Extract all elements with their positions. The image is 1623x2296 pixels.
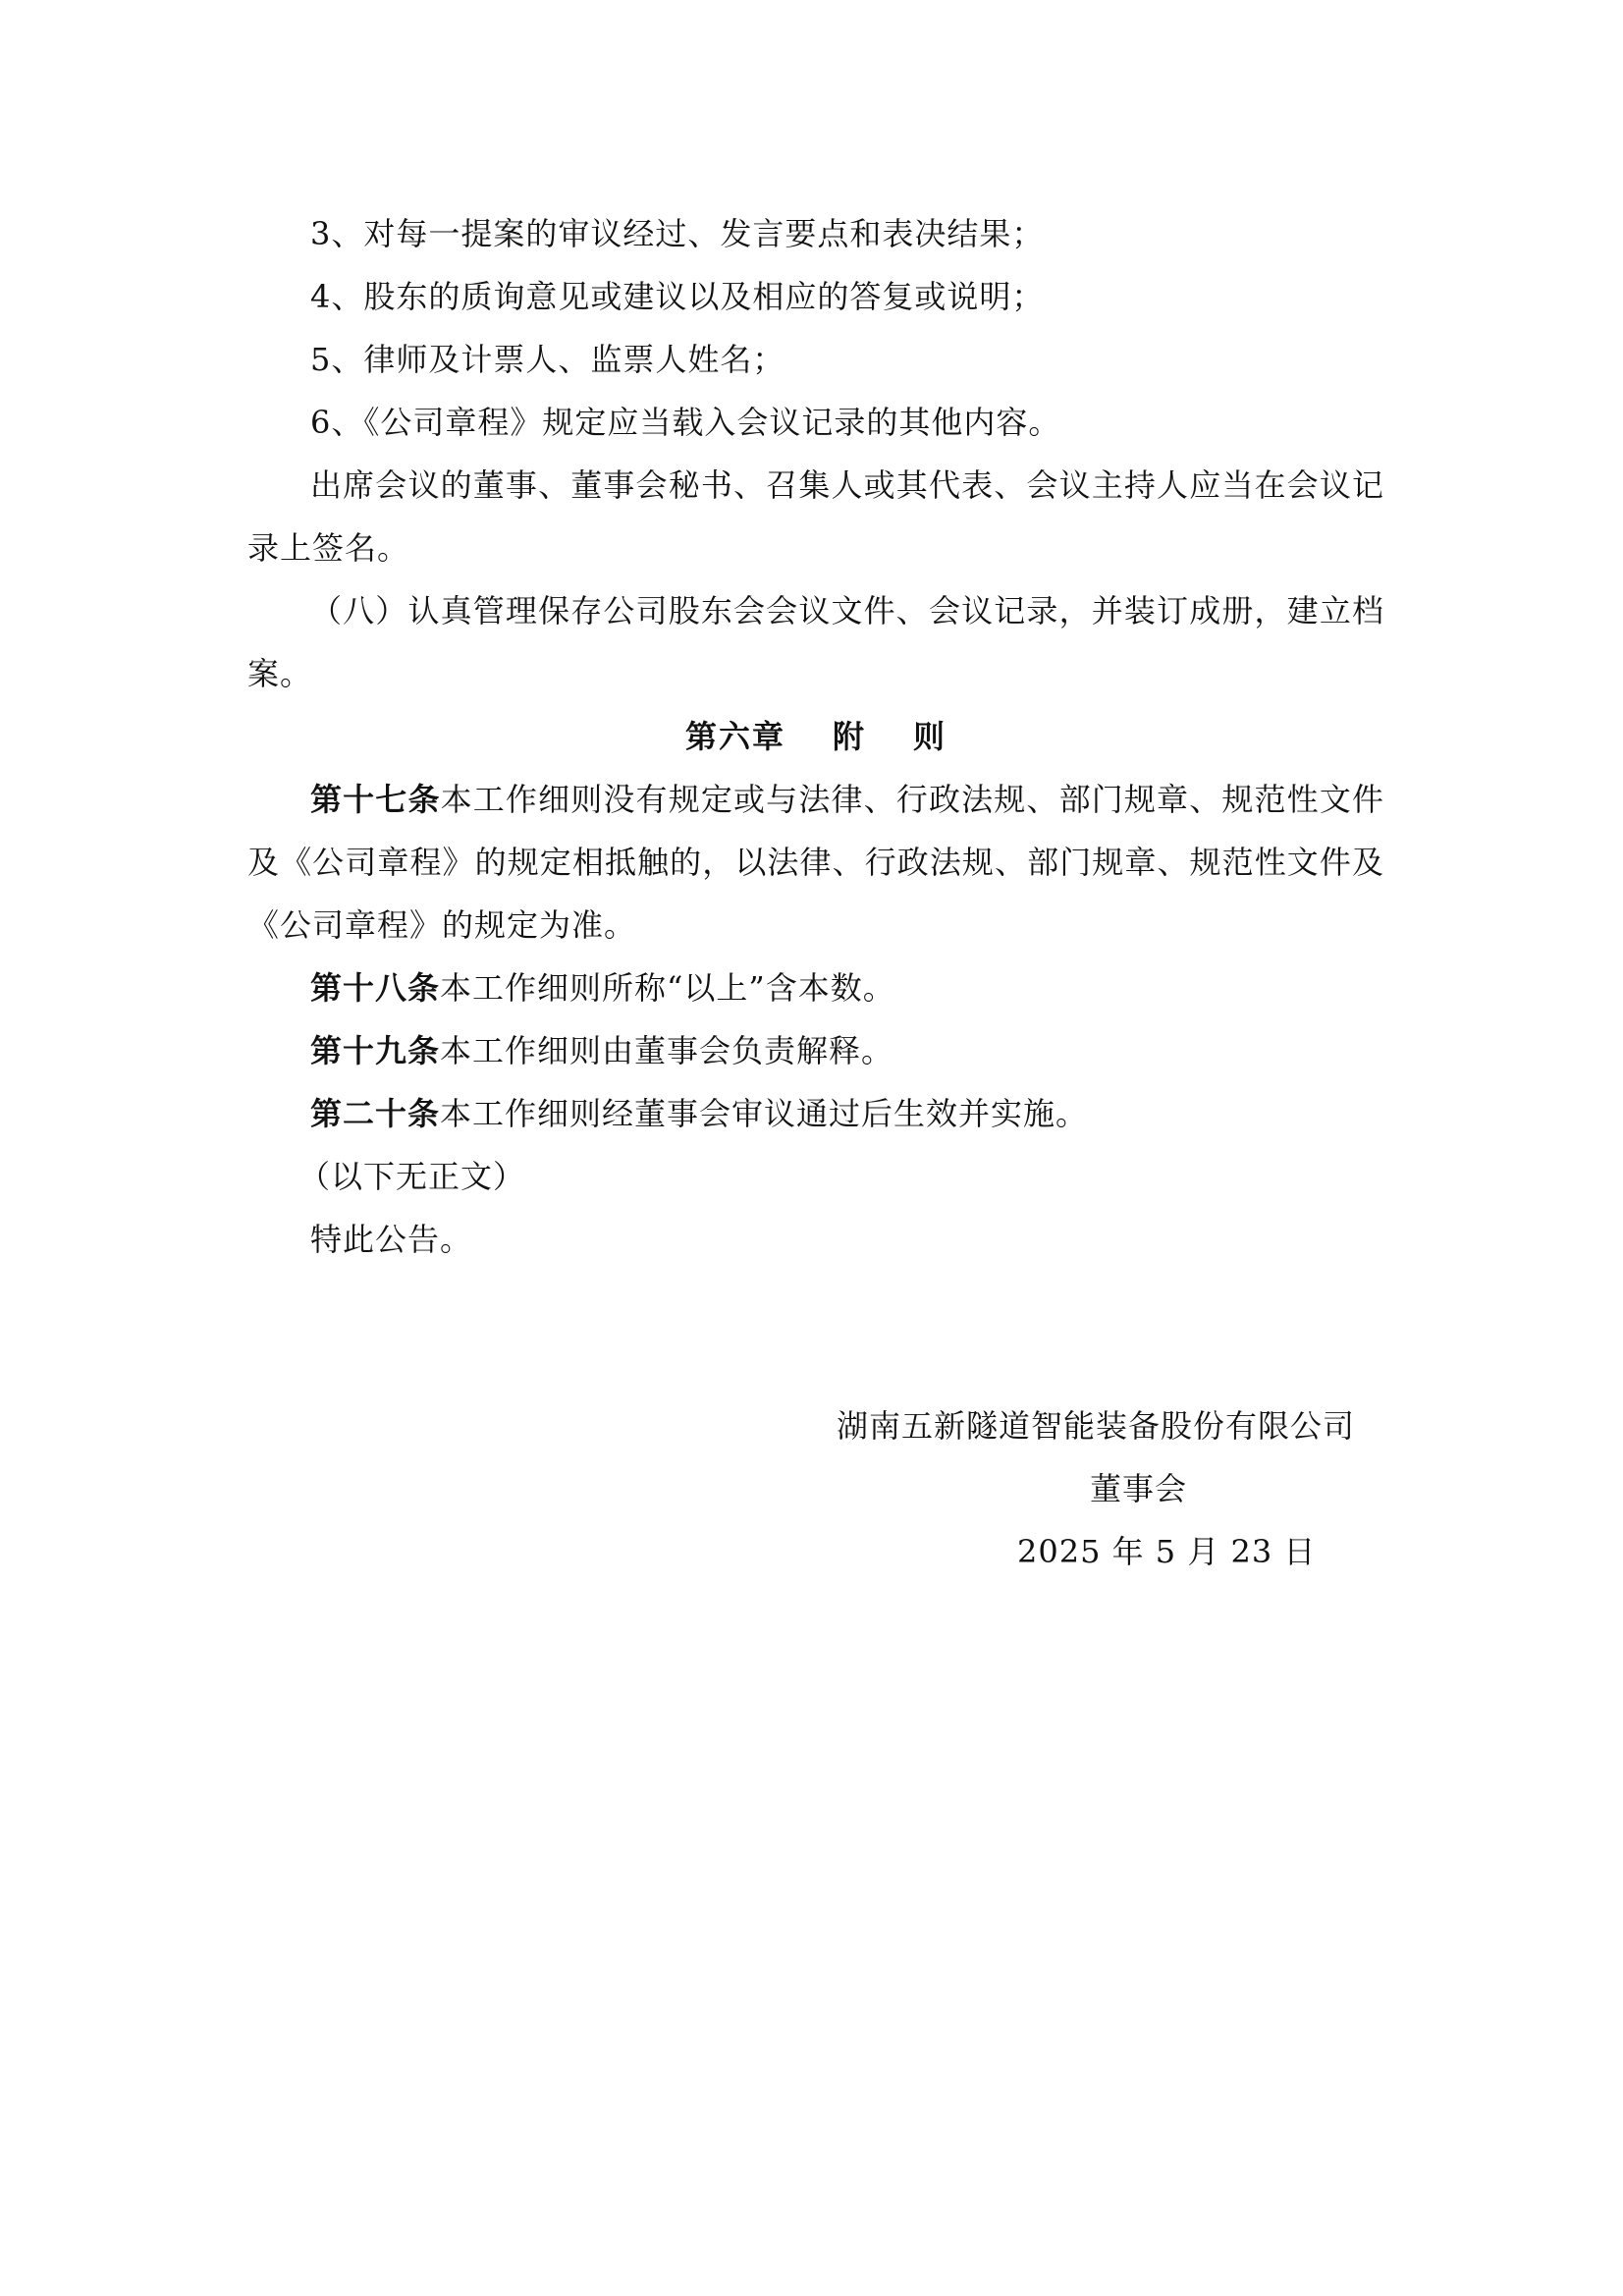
chapter-title <box>247 705 1384 768</box>
list-item-3: 3、对每一提案的审议经过、发言要点和表决结果； <box>310 215 1045 252</box>
article-19-label: 第十九条 <box>310 1032 441 1069</box>
chapter-name-first: 附 <box>832 718 866 755</box>
article-19 <box>247 1019 1384 1082</box>
document-body <box>247 202 1384 1271</box>
list-item-6: 6、《公司章程》规定应当载入会议记录的其他内容。 <box>310 404 1061 441</box>
signature-company: 湖南五新隧道智能装备股份有限公司 <box>837 1407 1356 1445</box>
chapter-name-second: 则 <box>913 718 947 755</box>
announcement-line: 特此公告。 <box>310 1221 473 1258</box>
article-19-text: 本工作细则由董事会负责解释。 <box>440 1032 894 1069</box>
no-more-text-note: （以下无正文） <box>298 1158 526 1195</box>
list-item-5: 5、律师及计票人、监票人姓名； <box>310 341 785 378</box>
article-17 <box>247 768 1384 957</box>
article-17-text: 本工作细则没有规定或与法律、行政法规、部门规章、规范性文件及《公司章程》的规定相抵触的，以法律、行政法规、部门规章、规范性文件及《公司章程》的规定为准。 <box>247 781 1384 944</box>
article-17-label: 第十七条 <box>310 781 441 818</box>
signature-block <box>785 1394 1434 1583</box>
signature-board: 董事会 <box>1090 1470 1188 1507</box>
item-eight-paragraph: （八）认真管理保存公司股东会会议文件、会议记录，并装订成册，建立档案。 <box>247 592 1384 692</box>
article-18-text: 本工作细则所称“以上”含本数。 <box>440 969 895 1007</box>
article-20-label: 第二十条 <box>310 1095 441 1132</box>
article-20 <box>247 1082 1384 1145</box>
list-item-4: 4、股东的质询意见或建议以及相应的答复或说明； <box>310 278 1045 315</box>
chapter-number: 第六章 <box>684 718 785 755</box>
signature-date: 2025 年 5 月 23 日 <box>1017 1533 1317 1570</box>
article-20-text: 本工作细则经董事会审议通过后生效并实施。 <box>440 1095 1089 1132</box>
signing-paragraph: 出席会议的董事、董事会秘书、召集人或其代表、会议主持人应当在会议记录上签名。 <box>247 466 1384 567</box>
article-18-label: 第十八条 <box>310 969 441 1007</box>
article-18 <box>247 957 1384 1019</box>
